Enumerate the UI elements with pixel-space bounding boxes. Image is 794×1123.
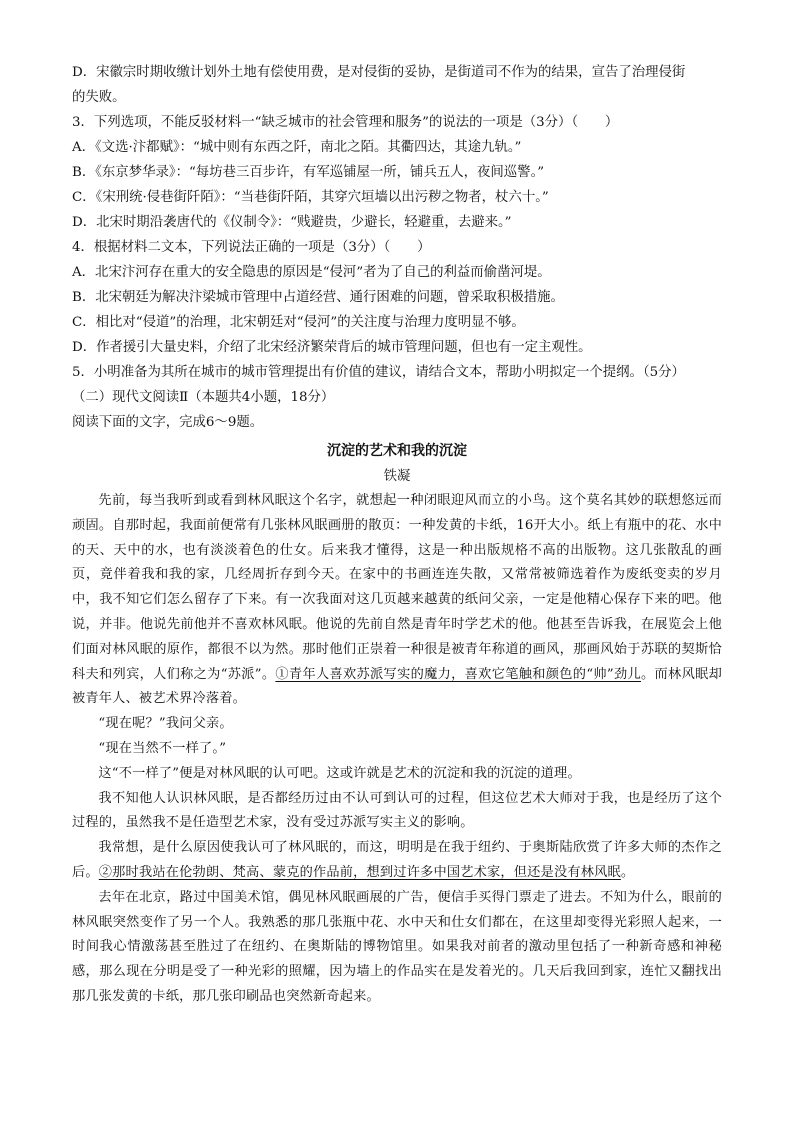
underlined-sentence-2: ②那时我站在伦勃朗、梵高、蒙克的作品前，想到过许多中国艺术家，但还是没有林风眠 (98, 864, 621, 880)
paragraph-1-text: 先前，每当我听到或看到林风眠这个名字，就想起一种闭眼迎风而立的小鸟。这个莫名其妙的联想悠远而顽固。自那时起，我面前便常有几张林风眠画册的散页：一种发黄的卡纸，16开大小。纸上有瓶中的花、水中的天、天中的水，也有淡淡着色的仕女。后来我才懂得，这是一种出版规格不高的出版物。这几张散乱的画页，竟伴着我和我的家，几经周折存到今天。在家中的书画连连失散，又常常被筛选着作为废纸变卖的岁月中，我不知它们怎么留存了下来。有一次我面对这几页越来越黄的纸问父亲，一定是他精心保存下来的吧。他说，并非。他说先前他并不喜欢林风眠。他说的先前自然是青年时学艺术的他。他甚至告诉我，在展览会上他们面对林风眠的原作，都很不以为然。那时他们正崇着一种很是被青年称道的画风，那画风始于苏联的契斯恰科夫和列宾，人们称之为“苏派”。 (72, 493, 722, 682)
article-paragraph-4 (72, 836, 722, 886)
section-instruction: 阅读下面的文字，完成6～9题。 (72, 415, 264, 430)
question-4-option-a: A．北宋汴河存在重大的安全隐患的原因是“侵河”者为了自己的利益而偷凿河堤。 (72, 265, 551, 280)
article-paragraph-1 (72, 489, 722, 712)
section-heading: （二）现代文阅读Ⅱ（本题共4小题，18分） (72, 390, 335, 405)
exam-page (72, 60, 722, 1010)
article-author: 铁凝 (383, 469, 411, 484)
dialogue-answer: “现在当然不一样了。” (98, 740, 227, 756)
question-4-option-c: C．相比对“侵道”的治理，北宋朝廷对“侵河”的关注度与治理力度明显不够。 (72, 315, 525, 330)
underlined-sentence-1: ①青年人喜欢苏派写实的魔力，喜欢它笔触和颜色的“帅”劲儿 (275, 666, 642, 682)
question-5-stem: 5．小明准备为其所在城市的城市管理提出有价值的建议，请结合文本，帮助小明拟定一个提纲。（5分） (72, 365, 685, 380)
q3-prev-option-d-line1: D．宋徽宗时期收缴计划外土地有偿使用费，是对侵街的妥协，是街道司不作为的结果，宣告了治理侵街 (72, 65, 686, 80)
article-title: 沉淀的艺术和我的沉淀 (327, 443, 467, 459)
question-3-stem: 3．下列选项，不能反驳材料一“缺乏城市的社会管理和服务”的说法的一项是（3分）（ ） (72, 115, 619, 130)
question-4-stem: 4．根据材料二文本，下列说法正确的一项是（3分）（ ） (72, 240, 431, 255)
dialogue-question: “现在呢？”我问父亲。 (98, 716, 233, 732)
question-3-option-d: D．北宋时期沿袭唐代的《仪制令》：“贱避贵，少避长，轻避重，去避来。” (72, 215, 512, 230)
article-paragraph-2: 这“不一样了”便是对林风眠的认可吧。这或许就是艺术的沉淀和我的沉淀的道理。 (98, 765, 581, 781)
article-paragraph-3: 我不知他人认识林风眠，是否都经历过由不认可到认可的过程，但这位艺术大师对于我，也是经历了这个过程的，虽然我不是任造型艺术家，没有受过苏派写实主义的影响。 (72, 790, 722, 831)
question-4-option-b: B．北宋朝廷为解决汴梁城市管理中占道经营、通行困难的问题，曾采取积极措施。 (72, 290, 564, 305)
paragraph-1-ending: 。而林风眠却被青年人、被艺术界冷落着。 (72, 666, 722, 707)
q3-prev-option-d-line2: 的失败。 (72, 90, 126, 105)
question-3-option-c: C．《宋刑统·侵巷街阡陌》：“当巷街阡陌，其穿穴垣墙以出污秽之物者，杖六十。” (72, 190, 549, 205)
paragraph-4-ending: 。 (620, 864, 635, 880)
question-3-option-a: A．《文选·汴都赋》：“城中则有东西之阡，南北之陌。其衢四达，其途九轨。” (72, 140, 522, 155)
question-4-option-d: D．作者援引大量史料，介绍了北宋经济繁荣背后的城市管理问题，但也有一定主观性。 (72, 340, 592, 355)
question-3-option-b: B．《东京梦华录》：“每坊巷三百步许，有军巡铺屋一所，铺兵五人，夜间巡警。” (72, 165, 545, 180)
paragraph-4-text: 我常想，是什么原因使我认可了林风眠的，而这，明明是在我于纽约、于奥斯陆欣赏了许多大师的杰作之后。 (72, 840, 722, 880)
article-paragraph-5: 去年在北京，路过中国美术馆，偶见林风眠画展的广告，便信手买得门票走了进去。不知为什么，眼前的林风眠突然变作了另一个人。我熟悉的那几张瓶中花、水中天和仕女们都在，在这里却变得光彩照人起来，一时间我心情激荡甚至胜过了在纽约、在奥斯陆的博物馆里。如果我对前者的激动里包括了一种新奇感和神秘感，那么现在分明是受了一种光彩的照耀，因为墙上的作品实在是发着光的。几天后我回到家，连忙又翻找出那几张发黄的卡纸，那几张印刷品也突然新奇起来。 (72, 889, 722, 1004)
